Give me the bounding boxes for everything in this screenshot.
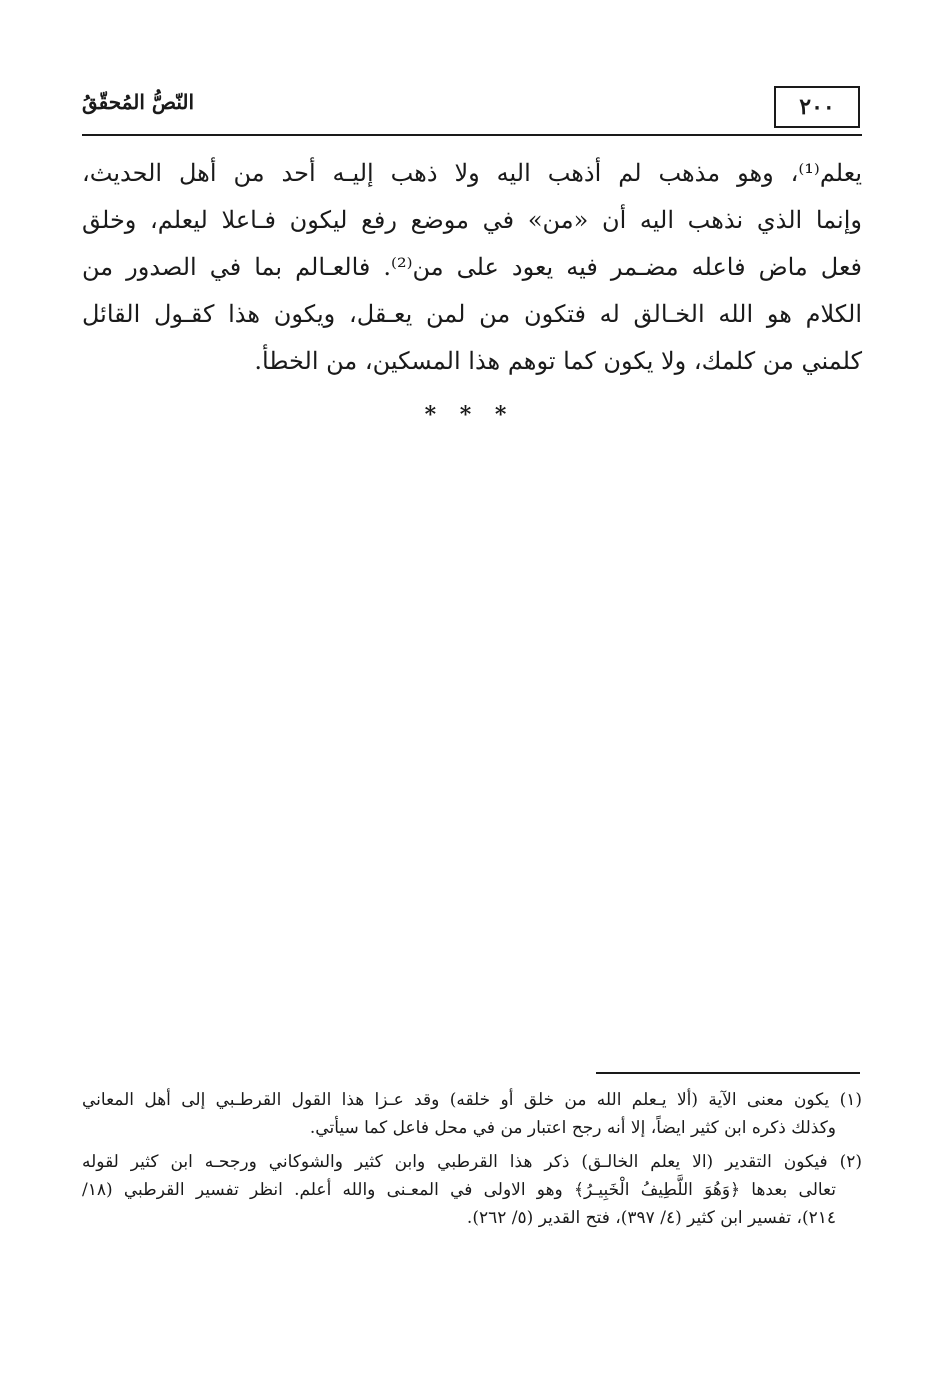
text-line: وإنما الذي نذهب اليه أن «من» في موضع رفع ليكون فـاعلا ليعلم، وخلق <box>82 206 862 234</box>
footnote-2-line: ٢١٤)، تفسير ابن كثير (٤/ ٣٩٧)، فتح القدير (٥/ ٢٦٢). <box>466 1208 836 1228</box>
text-line: فعل ماض فاعله مضـمر فيه يعود على من⁽²⁾. فالعـالم بما في الصدور من <box>82 253 863 281</box>
footnote-2-line: تعالى بعدها ﴿وَهُوَ اللَّطِيفُ الْخَبِيـرُ﴾ وهو الاولى في المعـنى والله أعلم. انظر تفسير القرطبي (١٨/ <box>82 1180 836 1200</box>
main-text <box>82 150 862 385</box>
footnote-divider <box>596 1072 860 1074</box>
footnote-1-line: (١) يكون معنى الآية (ألا يـعلم الله من خلق أو خلقه) وقد عـزا هذا القول القرطـبي إلى أهل المعاني <box>82 1090 862 1110</box>
section-separator: * * * <box>424 402 515 428</box>
page-header <box>82 84 862 136</box>
footnote-1-line: وكذلك ذكره ابن كثير ايضاً، إلا أنه رجح اعتبار من في محل فاعل كما سيأتي. <box>309 1118 836 1138</box>
text-line: الكلام هو الله الخـالق له فتكون من لمن يعـقل، ويكون هذا كقـول القائل <box>82 300 862 328</box>
text-line: يعلم⁽¹⁾، وهو مذهب لم أذهب اليه ولا ذهب إليـه أحد من أهل الحديث، <box>82 159 862 187</box>
text-line: كلمني من كلمك، ولا يكون كما توهم هذا المسكين، من الخطأ. <box>254 347 862 375</box>
footnotes <box>82 1086 862 1232</box>
page-number: ٢٠٠ <box>774 86 860 128</box>
footnote-2-line: (٢) فيكون التقدير (الا يعلم الخالـق) ذكر هذا القرطبي وابن كثير والشوكاني ورجحـه ابن كثير لقوله <box>82 1152 862 1172</box>
running-title: النّصُّ المُحقّقُ <box>82 90 195 114</box>
